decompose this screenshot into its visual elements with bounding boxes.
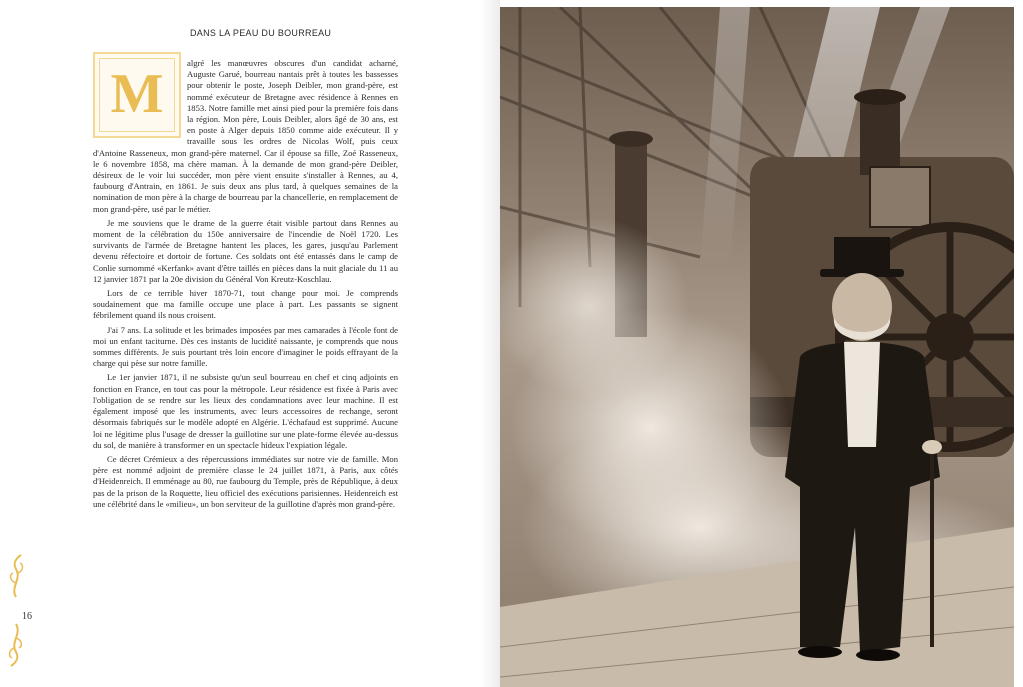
paragraph-1: algré les manœuvres obscures d'un candidat acharné, Auguste Garué, bourreau nantais prêt à toutes les bassesses pour obtenir le poste, Joseph Deibler, mon grand-père, est nommé exécuteur de Bretagne avec résidence à Rennes en 1853. Notre famille met ainsi pied pour la première fois dans la région. Mon père, Louis Deibler, alors âgé de 30 ans, est en poste à Alger depuis 1850 comme aide exécuteur. Il y travaille sous les ordres de Nicolas Wolf, puis ceux d'Antoine Rasseneux, mon grand-père maternel. Car il épouse sa fille, Zoé Rasseneux, le 6 novembre 1858, ma chère maman. À la demande de mon grand-père Deibler, désireux de le voir lui succéder, mon père vient ensuite s'installer à Rennes, au 4, faubourg d'Antrain, en 1861. Je suis deux ans plus tard, à quelques semaines de la nomination de mon père à la charge de bourreau par la chancellerie, en remplacement de mon grand-père, usé par le métier. — [93, 58, 398, 214]
page-number: 16 — [22, 611, 32, 622]
body-text — [93, 58, 398, 513]
paragraph-4: J'ai 7 ans. La solitude et les brimades imposées par mes camarades à l'école font de moi un enfant taciturne. Dès ces instants de lucidité naissante, je comprends que nous sommes différents. Je suis pourtant très loin encore d'imaginer le poids effrayant de la charge qui pèse sur notre famille. — [93, 324, 398, 369]
gold-flourish-ornament-icon — [6, 553, 26, 599]
paragraph-3: Lors de ce terrible hiver 1870-71, tout change pour moi. Je comprends soudainement que ma famille occupe une place à part. Les passants se signent fébrilement quand ils nous croisent. — [93, 288, 398, 321]
paragraph-6: Ce décret Crémieux a des répercussions immédiates sur notre vie de famille. Mon père est nommé adjoint de première classe le 24 juillet 1871, à Paris, aux côtés d'Heidenreich. Il emménage au 80, rue faubourg du Temple, près de République, à deux pas de la prison de la Roquette, lieu officiel des exécutions parisiennes. Heidenreich est une célébrité dans le «milieu», un bon serviteur de la guillotine d'après mon grand-père. — [93, 453, 398, 509]
paragraph-2: Je me souviens que le drame de la guerre était visible partout dans Rennes au moment de la célébration du 150e anniversaire de l'incendie de Noël 1720. Les survivants de l'armée de Bretagne hantent les places, les gares, jusqu'au Parlement devenu réfectoire et dortoir de fortune. Ces soldats ont été entassés dans le camp de Conlie surnommé «Kerfank» avant d'être taillés en pièces dans la nuit glaciale du 11 au 12 janvier 1871 par la 20e division du Général Von Kreutz-Koschlau. — [93, 217, 398, 284]
sepia-illustration-executioner-locomotive — [500, 7, 1014, 687]
paragraph-5: Le 1er janvier 1871, il ne subsiste qu'un seul bourreau en chef et cinq adjoints en fonction en France, en tout cas pour la métropole. Leur résidence est fixée à Paris avec l'obligation de se rendre sur les lieux des condamnations avec leur machine. Il est également imposé que les instruments, avec leurs accessoires de rechange, seront désormais fabriqués sur le modèle adopté en Algérie. L'échafaud est supprimé. Aucune loi ne légitime plus l'usage de dresser la guillotine sur une plate-forme élevée au-dessus du sol, de manière à transformer en un spectacle hideux l'expiation légale. — [93, 372, 398, 450]
gold-flourish-ornament-icon — [6, 622, 26, 668]
book-gutter — [480, 0, 500, 687]
drop-cap-letter: M — [110, 63, 164, 125]
left-page — [0, 0, 500, 687]
running-head: DANS LA PEAU DU BOURREAU — [190, 28, 332, 38]
drop-cap-spacer — [93, 58, 187, 140]
